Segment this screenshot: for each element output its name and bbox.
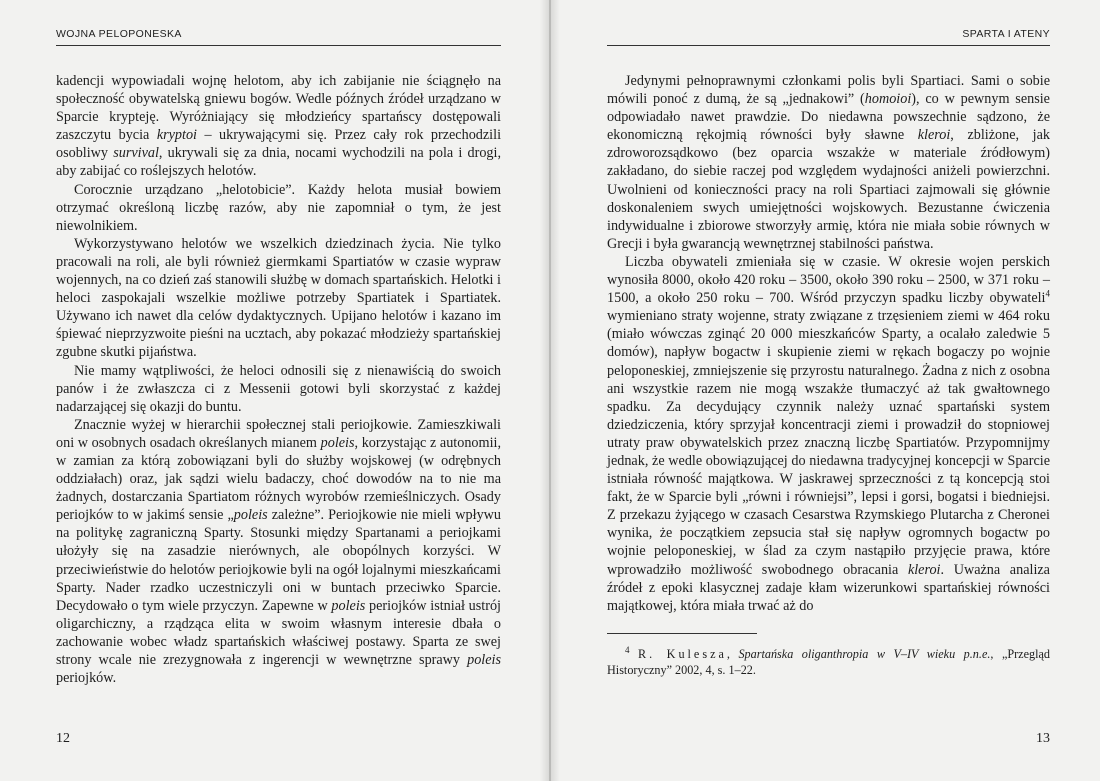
text-run: kadencji wypowiadali wojnę helotom, aby ich zabijanie nie ściągnęło na społeczność obywatelską gniewu bogów. Wedle późnych źródeł urządzano w Sparcie krypteję. Wyróżniający się młodzieńcy spartańscy dostępowali zaszczytu bycia (56, 73, 501, 144)
text-run: ), co w pewnym sensie odpowiadało nawet prawdzie. Do niedawna powszechnie sądzono, że ekonomiczną rękojmią równości były sławne (607, 91, 1050, 144)
text-run: Znacznie wyżej w hierarchii społecznej stali periojkowie. Zamieszkiwali oni w osobnych osadach określanych mianem (56, 416, 501, 451)
text-run: Liczba obywateli zmieniała się w czasie. W okresie wojen perskich wynosiła 8000, około 420 roku – 3500, około 390 roku – 2500, w 371 roku – 1500, a około 250 roku – 700. Wśród przyczyn spadku liczby obywateli (607, 253, 1050, 307)
text-run: kryptoi (156, 127, 197, 144)
text-run (630, 647, 638, 661)
text-run: . Uważna analiza źródeł z epoki klasycznej zadaje kłam wizerunkowi spartańskiej równości majątkowej, która miała trwać aż do (607, 561, 1050, 614)
footnote (607, 646, 1050, 678)
text-run: , zbliżone, jak zdroworozsądkowo (bez oparcia wszakże w materiale źródłowym) zakładano, do siebie raczej pod względem wydajności aniżeli powierzchni. Uwolnieni od konieczności pracy na roli Spartiaci zajmowali się głównie doskonaleniem swych umiejętności wojskowych. Bezustanne ćwiczenia indywidualne i zbiorowe stworzyły armię, która nie miała sobie równych w Grecji i była gwarancją wewnętrznej stabilności państwa. (607, 127, 1050, 252)
page-number-left: 12 (56, 731, 70, 746)
text-run: periojków. (56, 670, 117, 687)
text-run: poleis (320, 434, 355, 451)
text-run: kleroi (907, 561, 941, 578)
text-run: zależne”. Periojkowie nie mieli wpływu na politykę zagraniczną Sparty. Stosunki między Spartanami a periojkami ułożyły się na zasadzie nierównych, ale obopólnych korzyści. W przeciwieństwie do helotów periojkowie byli na ogół lojalnymi mieszkańcami Sparty. Nader rzadko uczestniczyli oni w buntach przeciwko Sparcie. Decydowało o tym wiele przyczyn. Zapewne w (56, 507, 501, 614)
text-run: homoioi (864, 91, 912, 108)
paragraph (607, 72, 1050, 253)
text-run: , ukrywali się za dnia, nocami wychodzili na pola i drogi, aby zabijać co roślejszych helotów. (56, 145, 501, 180)
text-run: , korzystając z autonomii, w zamian za którą zobowiązani byli do służby wojskowej (w odrębnych oddziałach) oraz, jak sądzi wielu badaczy, choć dowodów na to nie ma żadnych, dostarczania Spartiatom różnych wyrobów rzemieślniczych. Osady periojków to w jakimś sensie „ (56, 434, 501, 524)
text-run: Corocznie urządzano „helotobicie”. Każdy helota musiał bowiem otrzymać określoną liczbę razów, aby nie zapomniał o tym, że jest niewolnikiem. (56, 181, 501, 234)
running-head-right: SPARTA I ATENY (607, 28, 1050, 46)
paragraph (56, 416, 501, 687)
text-run: Nie mamy wątpliwości, że heloci odnosili się z nienawiścią do swoich panów i że zwłaszcza ci z Messenii gotowi byli skorzystać z każdej nadarzającej się okazji do buntu. (56, 362, 501, 415)
paragraph (56, 181, 501, 235)
text-run: , (726, 647, 739, 661)
text-run: R. Kulesza (637, 647, 727, 661)
right-page-body (607, 72, 1050, 615)
text-run: wymieniano straty wojenne, straty związane z trzęsieniem ziemi w 464 roku (miało wówczas zginąć 20 000 mieszkańców Sparty, a ocalało zaledwie 5 domów), napływ bogactw i skupienie ziemi w rękach bogaczy po wojnie peloponeskiej, zmniejszenie się przyrostu naturalnego. Żadna z nich z osobna ani wszystkie razem nie mogą wszakże tłumaczyć aż tak gwałtownego spadku. Za decydujący czynnik należy uznać spartański system dziedziczenia, który sprzyjał koncentracji ziemi i prowadził do stopniowej utraty praw obywatelskich przez znaczną liczbę Spartiatów. Przypomnijmy jednak, że wedle obowiązującej do niedawna tradycyjnej koncepcji w Sparcie istniała równość majątkowa. W jaskrawej sprzeczności z tą koncepcją stoi fakt, że w Sparcie byli „równi i równiejsi”, lepsi i gorsi, bogatsi i biedniejsi. Z przekazu żyjącego w czasach Cesarstwa Rzymskiego Plutarcha z Cheronei wynika, że początkiem zepsucia stał się napływ ogromnych bogactw po wojnie peloponeskiej, w ślad za czym nastąpiło przyjęcie prawa, które wprowadziło możliwość swobodnego obracania (607, 308, 1050, 578)
right-page (551, 0, 1100, 781)
footnote-ref: 4 (1045, 288, 1050, 299)
text-run: poleis (467, 652, 501, 668)
text-run: Spartańska oliganthropia w V–IV wieku p.n.e. (738, 647, 991, 661)
text-run: Wykorzystywano helotów we wszelkich dziedzinach życia. Nie tylko pracowali na roli, ale byli również giermkami Spartiatów w czasie wypraw wojennych, na co dzień zaś stanowili służbę w domach spartańskich. Helotki i heloci zaspokajali wszelkie możliwe potrzeby Spartiatek i Spartiatek. Używano ich nawet dla celów dydaktycznych. Upijano helotów i kazano im śpiewać nieprzyzwoite pieśni na ucztach, aby pokazać młodzieży spartańskiej zgubne skutki pijaństwa. (56, 235, 501, 361)
text-run: poleis (233, 507, 268, 524)
text-run: – ukrywającymi się. Przez cały rok przechodzili osobliwy (56, 127, 502, 162)
text-run: periojków istniał ustrój oligarchiczny, a rządząca elita w swoim własnym interesie dbała o zachowanie wobec władz spartańskich właściwej postawy. Sparta ze swej strony wcale nie zrezygnowała z ingerencji w wewnętrzne sprawy (56, 597, 501, 668)
left-page (0, 0, 549, 781)
text-run: , „Przegląd Historyczny” 2002, 4, s. 1–22. (607, 647, 1050, 677)
footnote-rule (607, 633, 757, 634)
footnote-ref: 4 (625, 644, 630, 655)
text-run: survival (113, 145, 159, 162)
paragraph (56, 362, 501, 416)
running-head-left: WOJNA PELOPONESKA (56, 28, 501, 46)
text-run: kleroi (917, 127, 951, 144)
text-run: poleis (331, 597, 366, 614)
page-number-right: 13 (1036, 731, 1050, 746)
left-page-body (56, 72, 501, 687)
book-gutter (540, 0, 560, 781)
paragraph (607, 253, 1050, 615)
paragraph (56, 72, 501, 181)
text-run: Jedynymi pełnoprawnymi członkami polis byli Spartiaci. Sami o sobie mówili ponoć z dumą, że są „jednakowi” ( (607, 73, 1050, 108)
paragraph (56, 235, 501, 362)
